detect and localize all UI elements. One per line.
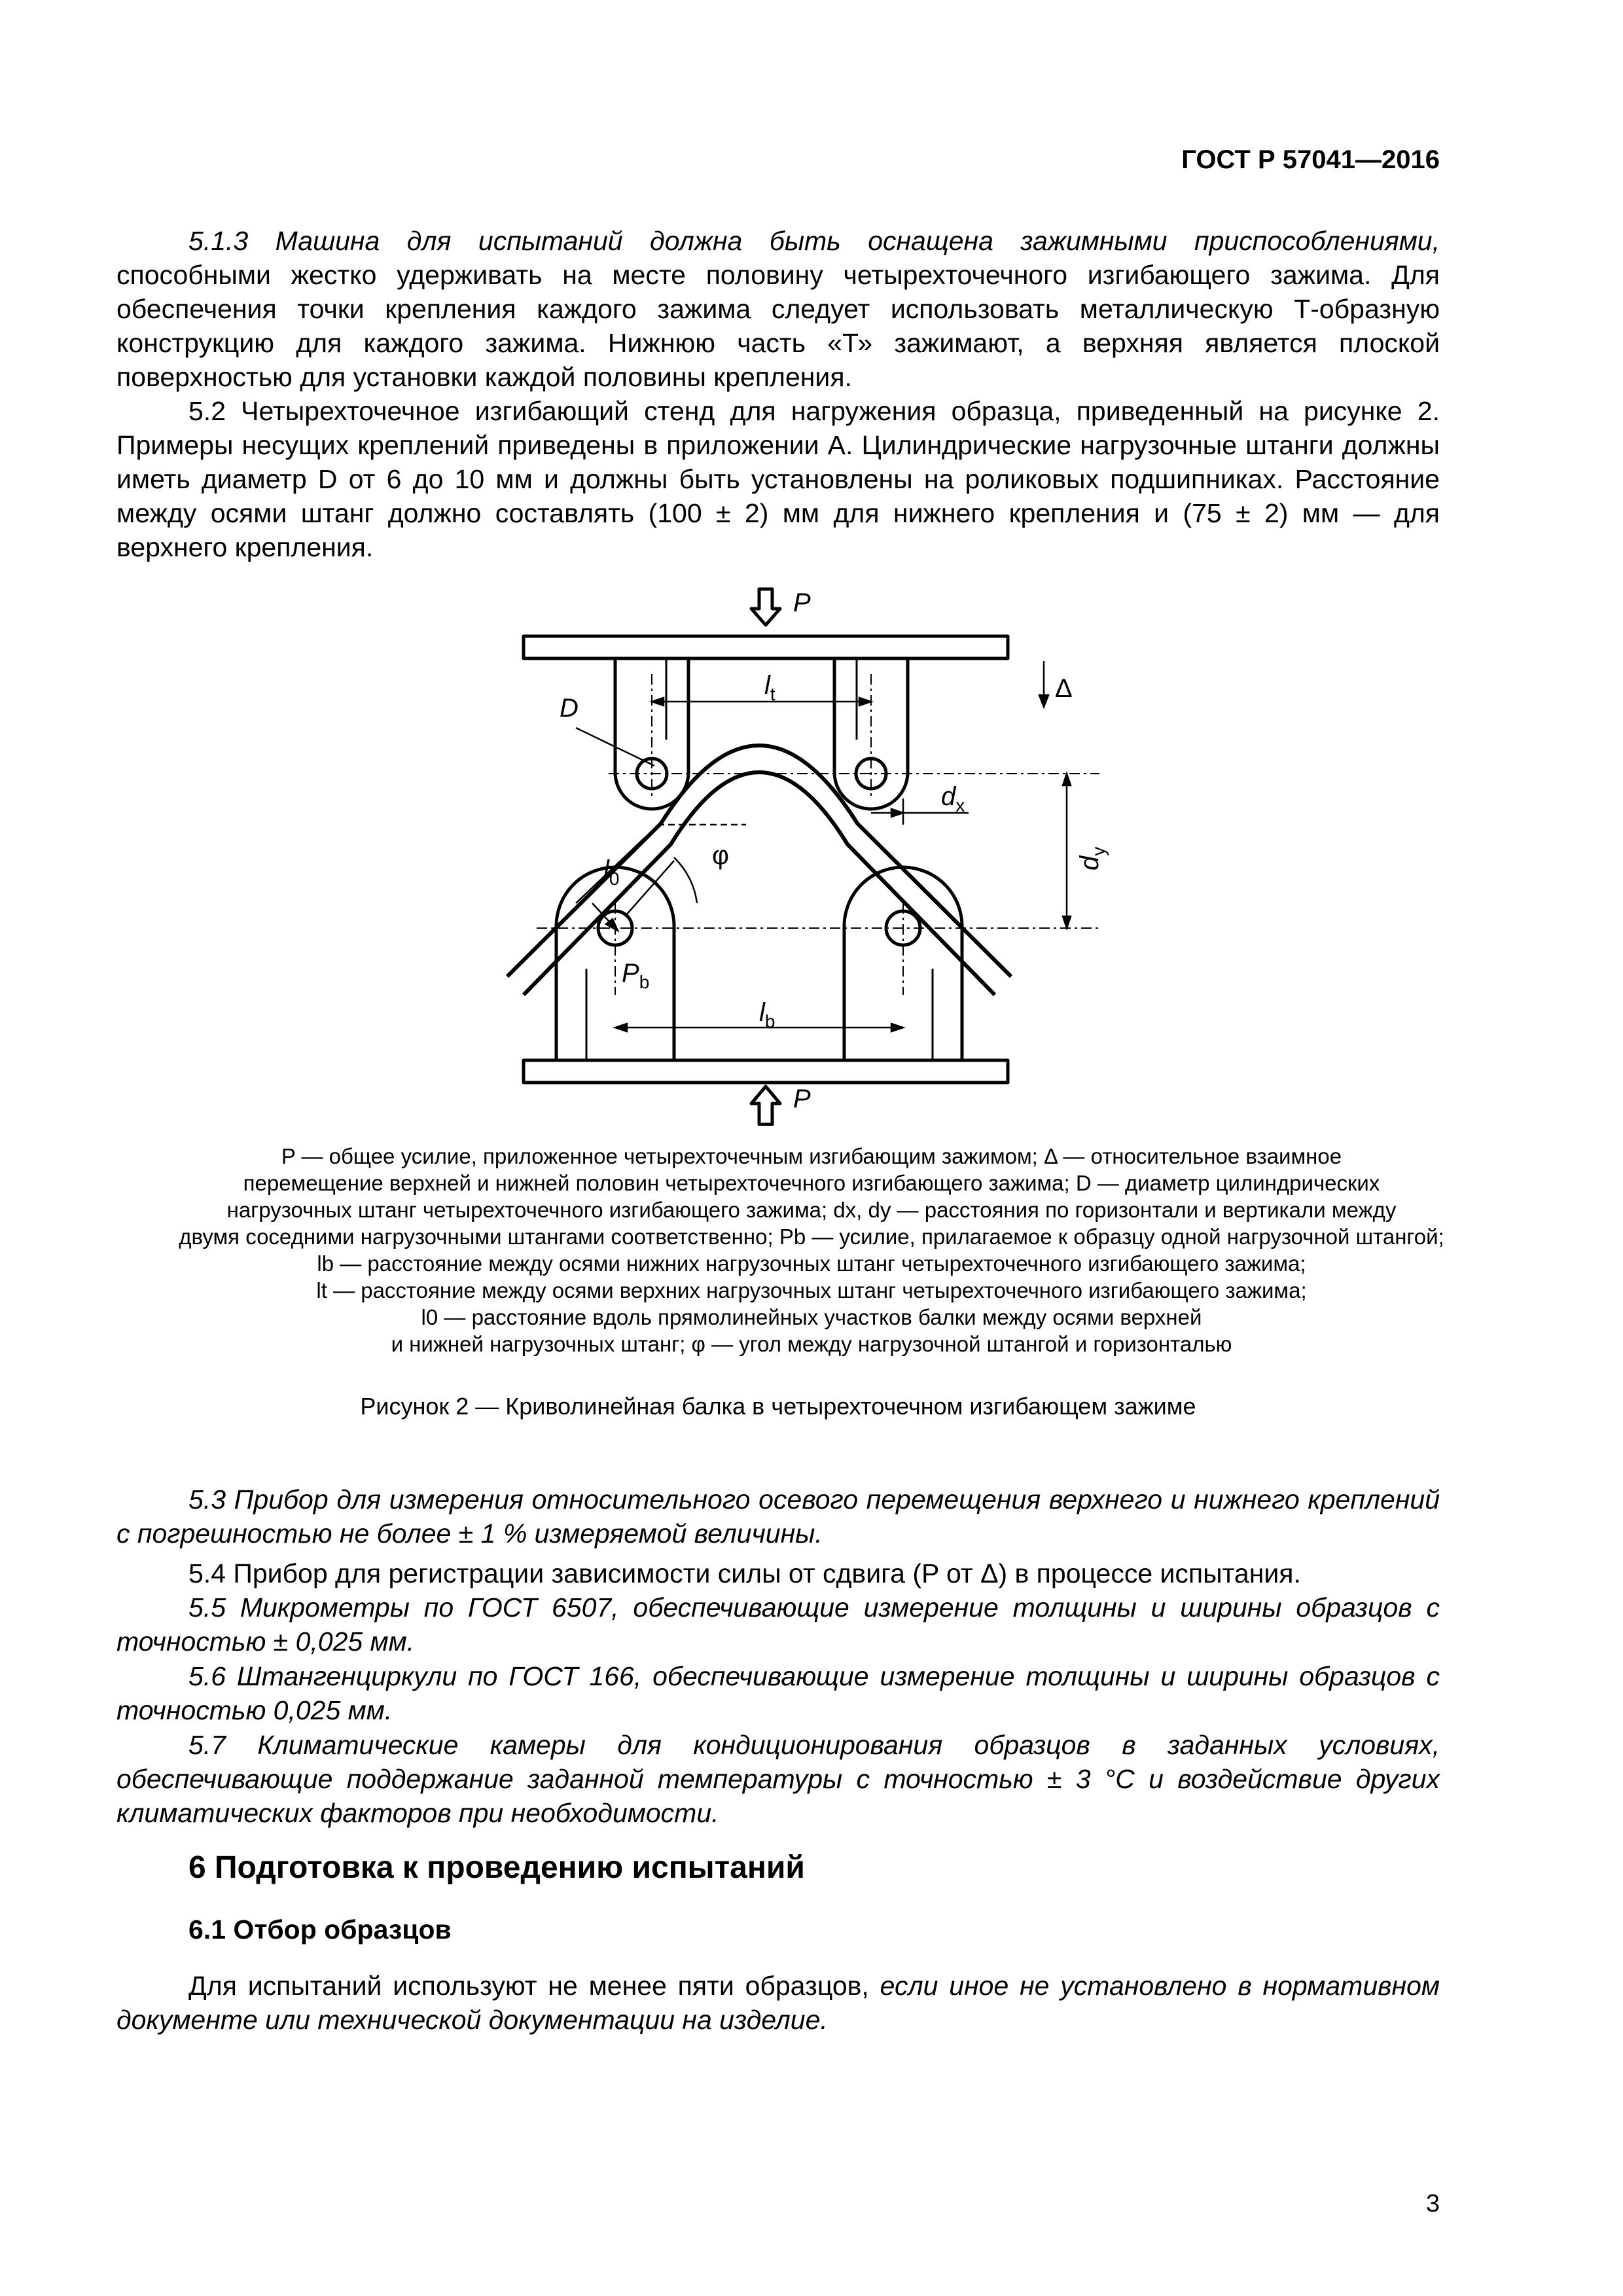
paragraph-5-6: 5.6 Штангенциркули по ГОСТ 166, обеспечивающие измерение толщины и ширины образцов с точностью 0,025 мм. (116, 1661, 1440, 1725)
paragraph-5-5: 5.5 Микрометры по ГОСТ 6507, обеспечивающие измерение толщины и ширины образцов с точностью ± 0,025 мм. (116, 1592, 1440, 1657)
top-load-arrow (751, 589, 780, 625)
legend-line: и нижней нагрузочных штанг; φ — угол между нагрузочной штангой и горизонталью (391, 1332, 1232, 1356)
legend-line: двумя соседними нагрузочными штангами соответственно; Pb — усилие, прилагаемое к образцу одной нагрузочной штангой; (179, 1225, 1444, 1249)
legend-line: нагрузочных штанг четырехточечного изгибающего зажима; dx, dy — расстояния по горизонтали и вертикали между (226, 1198, 1397, 1222)
legend-line: l0 — расстояние вдоль прямолинейных участков балки между осями верхней (421, 1305, 1202, 1329)
legend-line: lb — расстояние между осями нижних нагрузочных штанг четырехточечного изгибающего зажима; (317, 1251, 1306, 1276)
label-D: D (560, 694, 579, 723)
label-dx: $d_x$ (941, 782, 965, 816)
p61-italic: если иное не установлено в нормативном документе или технической документации на изделие. (116, 1971, 1440, 2035)
figure-legend (164, 1143, 1459, 1357)
p61-plain: Для испытаний используют не менее пяти образцов, (188, 1971, 869, 2001)
legend-line: перемещение верхней и нижней половин четырехточечного изгибающего зажима; D — диаметр цилиндрических (243, 1171, 1380, 1195)
paragraph-5-1-3 (116, 224, 1440, 394)
p513-rest: способными жестко удерживать на месте половину четырехточечного изгибающего зажима. Для обеспечения точки крепления каждого зажима следует использовать металлическую Т-образную конструкцию для каждого зажима. Нижнюю часть «Т» зажимают, а верхняя является плоской поверхностью для установки каждой половины крепления. (116, 260, 1440, 392)
page-number: 3 (1425, 2190, 1440, 2217)
label-P-bottom: P (793, 1085, 811, 1113)
paragraph-5-4: 5.4 Прибор для регистрации зависимости силы от сдвига (P от Δ) в процессе испытания. (188, 1558, 1301, 1588)
bottom-left-clevis (556, 867, 674, 1060)
legend-line: lt — расстояние между осями верхних нагрузочных штанг четырехточечного изгибающего зажима; (316, 1278, 1307, 1302)
label-Pb: $P_b$ (622, 959, 650, 992)
label-lb: $l_b$ (759, 998, 776, 1031)
figure-2-diagram (458, 576, 1113, 1126)
bottom-right-clevis (844, 867, 962, 1060)
label-phi: φ (712, 841, 729, 870)
paragraph-5-2: 5.2 Четырехточечное изгибающий стенд для нагружения образца, приведенный на рисунке 2. Примеры несущих креплений приведены в приложении А. Цилиндрические нагрузочные штанги должны иметь диаметр D от 6 до 10 мм и должны быть установлены на роликовых подшипниках. Расстояние между осями штанг должно составлять (100 ± 2) мм для нижнего крепления и (75 ± 2) мм — для верхнего крепления. (116, 396, 1440, 562)
bottom-plate (524, 1060, 1008, 1083)
legend-line: P — общее усилие, приложенное четырехточечным изгибающим зажимом; Δ — относительное взаимное (281, 1144, 1342, 1168)
figure-caption: Рисунок 2 — Криволинейная балка в четырехточечном изгибающем зажиме (360, 1393, 1196, 1420)
section-6-heading: 6 Подготовка к проведению испытаний (188, 1850, 805, 1885)
label-P-top: P (793, 588, 811, 617)
p513-number: 5.1.3 (188, 226, 249, 256)
paragraph-5-3: 5.3 Прибор для измерения относительного осевого перемещения верхнего и нижнего креплений с погрешностью не более ± 1 % измеряемой величины. (116, 1484, 1440, 1549)
label-lt: $l_t$ (764, 671, 776, 704)
label-l0: $l_0$ (603, 855, 620, 889)
curved-beam (507, 745, 1011, 977)
bottom-load-arrow (751, 1086, 780, 1124)
paragraph-5-7: 5.7 Климатические камеры для кондиционирования образцов в заданных условиях, обеспечивающие поддержание заданной температуры с точностью ± 3 °С и воздействие других климатических факторов при необходимости. (116, 1730, 1440, 1828)
label-delta: Δ (1055, 674, 1073, 703)
label-dy: $d_y$ (1075, 846, 1109, 870)
subsection-6-1-heading: 6.1 Отбор образцов (188, 1914, 452, 1945)
paragraph-6-1 (116, 1969, 1440, 2037)
document-code-header: ГОСТ Р 57041—2016 (1181, 145, 1440, 174)
p513-italic: Машина для испытаний должна быть оснащена зажимными приспособлениями, (275, 226, 1440, 256)
top-plate (524, 636, 1008, 658)
